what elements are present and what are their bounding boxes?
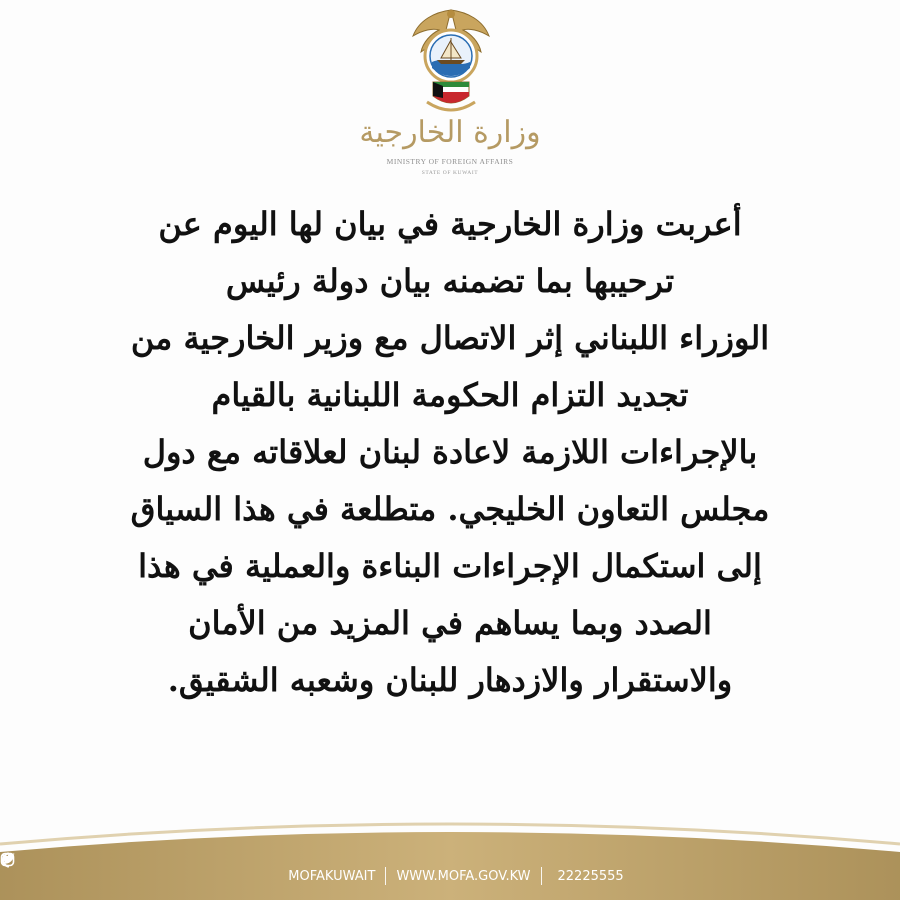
statement-line: مجلس التعاون الخليجي. متطلعة في هذا السياق — [130, 490, 770, 528]
statement-line: أعربت وزارة الخارجية في بيان لها اليوم عن — [158, 205, 742, 243]
footer-separator — [385, 867, 386, 885]
social-handle[interactable]: MOFAKUWAIT — [288, 868, 376, 884]
kuwait-emblem — [405, 6, 497, 118]
footer-separator — [541, 867, 542, 885]
statement-line: الصدد وبما يساهم في المزيد من الأمان — [188, 604, 712, 642]
footer-contact-bar — [0, 852, 900, 900]
website-link[interactable]: WWW.MOFA.GOV.KW — [396, 868, 531, 884]
phone-number[interactable]: 22225555 — [557, 868, 624, 884]
statement-line: والاستقرار والازدهار للبنان وشعبه الشقيق. — [167, 661, 733, 699]
statement-line: الوزراء اللبناني إثر الاتصال مع وزير الخارجية من — [130, 319, 770, 357]
statement-line: ترحيبها بما تضمنه بيان دولة رئيس — [225, 262, 675, 300]
statement-body — [100, 196, 800, 709]
statement-line: بالإجراءات اللازمة لاعادة لبنان لعلاقاته مع دول — [142, 433, 758, 471]
footer — [0, 818, 900, 900]
ministry-name-english: MINISTRY OF FOREIGN AFFAIRS — [386, 157, 514, 166]
statement-line: إلى استكمال الإجراءات البناءة والعملية في هذا — [138, 547, 762, 585]
ministry-name-arabic: وزارة الخارجية — [359, 115, 541, 150]
state-name-english: STATE OF KUWAIT — [421, 170, 479, 176]
statement-line: تجديد التزام الحكومة اللبنانية بالقيام — [211, 376, 689, 414]
